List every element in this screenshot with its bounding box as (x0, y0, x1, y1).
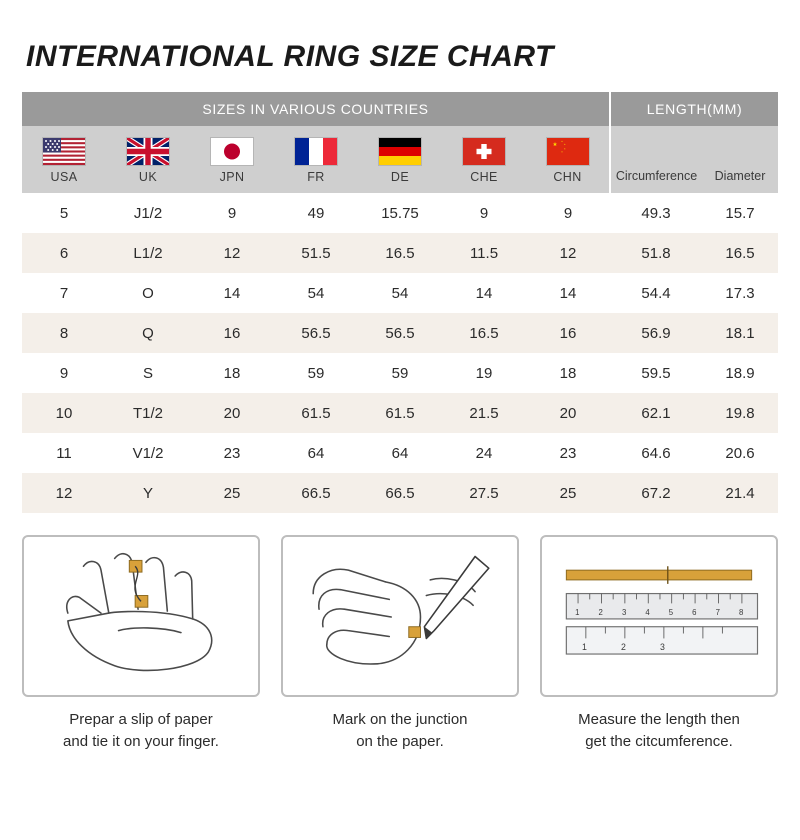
cell-chn: 16 (526, 313, 610, 353)
column-code-usa: USA (50, 170, 78, 184)
group-header-length: LENGTH(MM) (610, 92, 778, 126)
step-1-illustration-box (22, 535, 260, 697)
cell-che: 24 (442, 433, 526, 473)
cell-diameter: 21.4 (702, 473, 778, 513)
cell-jpn: 20 (190, 393, 274, 433)
table-row (22, 473, 778, 513)
column-code-fr: FR (307, 170, 325, 184)
column-header-chn (526, 126, 610, 193)
svg-text:8: 8 (738, 608, 744, 618)
step-1-caption-line1: Prepar a slip of paper (69, 711, 213, 728)
column-header-de (358, 126, 442, 193)
cell-chn: 14 (526, 273, 610, 313)
cell-fr: 66.5 (274, 473, 358, 513)
column-code-jpn: JPN (219, 170, 245, 184)
column-code-che: CHE (470, 170, 498, 184)
cell-diameter: 15.7 (702, 193, 778, 233)
svg-text:1: 1 (581, 642, 587, 653)
cell-fr: 49 (274, 193, 358, 233)
table-row (22, 393, 778, 433)
cell-de: 54 (358, 273, 442, 313)
cell-jpn: 9 (190, 193, 274, 233)
step-3-caption-line2: get the citcumference. (585, 732, 733, 750)
svg-text:1: 1 (575, 608, 580, 618)
cell-che: 11.5 (442, 233, 526, 273)
china-flag-icon (547, 138, 589, 165)
table-row (22, 433, 778, 473)
cell-circumference: 59.5 (610, 353, 702, 393)
cell-diameter: 19.8 (702, 393, 778, 433)
cell-uk: L1/2 (106, 233, 190, 273)
table-row (22, 193, 778, 233)
cell-chn: 20 (526, 393, 610, 433)
cell-usa: 7 (22, 273, 106, 313)
cell-usa: 5 (22, 193, 106, 233)
cell-chn: 12 (526, 233, 610, 273)
cell-fr: 59 (274, 353, 358, 393)
step-3-caption (578, 709, 740, 753)
step-2-illustration-box (281, 535, 519, 697)
cell-uk: T1/2 (106, 393, 190, 433)
measurement-steps (22, 535, 778, 753)
cell-usa: 12 (22, 473, 106, 513)
cell-uk: Y (106, 473, 190, 513)
table-row (22, 353, 778, 393)
cell-de: 61.5 (358, 393, 442, 433)
cell-fr: 54 (274, 273, 358, 313)
cell-che: 16.5 (442, 313, 526, 353)
svg-text:4: 4 (645, 608, 650, 618)
step-2-caption-line2: on the paper. (356, 732, 444, 750)
cell-circumference: 54.4 (610, 273, 702, 313)
cell-jpn: 18 (190, 353, 274, 393)
column-code-uk: UK (138, 170, 158, 184)
step-1 (22, 535, 260, 753)
cell-diameter: 20.6 (702, 433, 778, 473)
flag-header-row (22, 126, 778, 193)
switzerland-flag-icon (463, 138, 505, 165)
cell-de: 16.5 (358, 233, 442, 273)
cell-circumference: 56.9 (610, 313, 702, 353)
cell-uk: V1/2 (106, 433, 190, 473)
step-3 (540, 535, 778, 753)
group-header-countries: SIZES IN VARIOUS COUNTRIES (22, 92, 610, 126)
hand-with-paper-strip-illustration (24, 537, 258, 695)
step-2-caption (332, 709, 467, 753)
cell-jpn: 12 (190, 233, 274, 273)
germany-flag-icon (379, 138, 421, 165)
step-2-caption-line1: Mark on the junction (332, 711, 468, 728)
table-row (22, 273, 778, 313)
cell-usa: 11 (22, 433, 106, 473)
cell-usa: 10 (22, 393, 106, 433)
cell-chn: 25 (526, 473, 610, 513)
cell-de: 15.75 (358, 193, 442, 233)
step-1-caption-line2: and tie it on your finger. (63, 732, 219, 750)
column-header-uk (106, 126, 190, 193)
cell-uk: S (106, 353, 190, 393)
column-header-circumference: Circumference (610, 126, 702, 193)
france-flag-icon (295, 138, 337, 165)
cell-uk: Q (106, 313, 190, 353)
page-title: INTERNATIONAL RING SIZE CHART (26, 40, 554, 73)
cell-diameter: 18.1 (702, 313, 778, 353)
svg-text:5: 5 (668, 608, 674, 618)
column-header-jpn (190, 126, 274, 193)
japan-flag-icon (211, 138, 253, 165)
cell-che: 19 (442, 353, 526, 393)
column-code-chn: CHN (553, 170, 582, 184)
cell-circumference: 51.8 (610, 233, 702, 273)
ring-size-table (22, 92, 778, 513)
group-header-row (22, 92, 778, 126)
cell-uk: O (106, 273, 190, 313)
cell-de: 56.5 (358, 313, 442, 353)
cell-circumference: 62.1 (610, 393, 702, 433)
column-header-che (442, 126, 526, 193)
cell-che: 9 (442, 193, 526, 233)
cell-chn: 9 (526, 193, 610, 233)
step-2 (281, 535, 519, 753)
svg-text:7: 7 (715, 608, 720, 618)
cell-che: 14 (442, 273, 526, 313)
column-header-fr (274, 126, 358, 193)
us-flag-icon (43, 138, 85, 165)
cell-diameter: 17.3 (702, 273, 778, 313)
step-3-caption-line1: Measure the length then (578, 711, 740, 728)
cell-chn: 18 (526, 353, 610, 393)
column-header-diameter: Diameter (702, 126, 778, 193)
svg-text:2: 2 (598, 608, 603, 618)
step-3-illustration-box (540, 535, 778, 697)
hand-marking-paper-with-pen-illustration (283, 537, 517, 695)
ring-size-chart-page (0, 40, 800, 840)
uk-flag-icon (127, 138, 169, 165)
cell-che: 27.5 (442, 473, 526, 513)
cell-che: 21.5 (442, 393, 526, 433)
cell-fr: 61.5 (274, 393, 358, 433)
cell-circumference: 64.6 (610, 433, 702, 473)
svg-text:3: 3 (659, 642, 665, 653)
cell-fr: 64 (274, 433, 358, 473)
svg-text:3: 3 (621, 608, 627, 618)
cell-fr: 51.5 (274, 233, 358, 273)
cell-de: 66.5 (358, 473, 442, 513)
cell-jpn: 25 (190, 473, 274, 513)
cell-jpn: 16 (190, 313, 274, 353)
cell-circumference: 49.3 (610, 193, 702, 233)
svg-text:2: 2 (620, 642, 626, 653)
svg-text:6: 6 (692, 608, 697, 618)
table-body (22, 193, 778, 513)
cell-de: 64 (358, 433, 442, 473)
cell-usa: 8 (22, 313, 106, 353)
column-code-de: DE (390, 170, 410, 184)
step-1-caption (63, 709, 219, 753)
ruler-measuring-paper-strip-illustration (542, 537, 776, 695)
table-row (22, 233, 778, 273)
cell-de: 59 (358, 353, 442, 393)
cell-jpn: 14 (190, 273, 274, 313)
cell-diameter: 16.5 (702, 233, 778, 273)
cell-fr: 56.5 (274, 313, 358, 353)
cell-chn: 23 (526, 433, 610, 473)
cell-usa: 9 (22, 353, 106, 393)
cell-circumference: 67.2 (610, 473, 702, 513)
column-header-usa (22, 126, 106, 193)
cell-diameter: 18.9 (702, 353, 778, 393)
cell-uk: J1/2 (106, 193, 190, 233)
cell-jpn: 23 (190, 433, 274, 473)
cell-usa: 6 (22, 233, 106, 273)
table-row (22, 313, 778, 353)
